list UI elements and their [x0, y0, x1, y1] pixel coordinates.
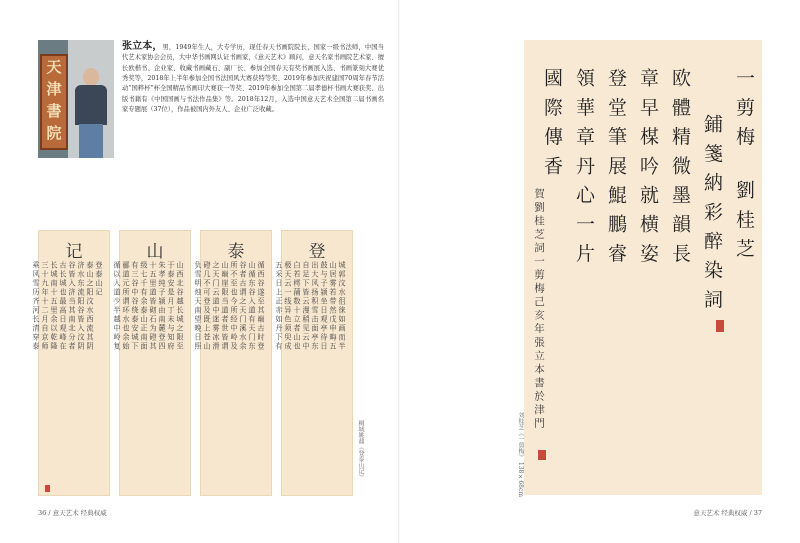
artist-name: 张立本， [122, 41, 163, 52]
panel-columns [113, 261, 185, 489]
panel-columns [32, 261, 104, 489]
artist-bio [122, 42, 384, 115]
sign-char: 院 [46, 124, 62, 142]
panel-column: 山循东谷入道有天门东 [248, 261, 257, 351]
panel-columns [275, 261, 347, 489]
panel-column: 城郭汶水徂徕如画而半 [338, 261, 347, 351]
scroll-caption: 刘桂芝《一剪梅》 138×68cm [517, 412, 524, 498]
signature-inscription: 賀劉桂芝詞一剪梅己亥年張立本書於津門 [533, 188, 545, 431]
bio-text: 男，1949年生人，大专学历，现任春天书画院院长，国家一级书法师，中国当代艺术家协会会员，大中华书画网认证书画家，《意天艺术》顾问，意天名家书画院艺术家、擅长欧楷书、企业家、收藏书画藏石、副厂长、参加全国春天有奖书画展入选、书画篆刻大赛优秀奖等，2018年上半年参加全国书法国风大赛获特等奖、2019年参加庆祝建国70周年春节活动“国粹杯”杯全国精品书画印大赛获一等奖、2019年参加全国第二届孝德杯书画大赛获奖、出版书籍有《中国国画与书法作品集》等。2018年12月，入选中国意天艺术全国第二届书画名家专题展（37位），作品被国内外友人、企业广泛收藏。 [122, 44, 384, 114]
calligraphy-panel-shan [113, 230, 191, 496]
panel-column: 登泰山记 [95, 261, 104, 297]
poem-column: 國際傳香 [541, 68, 563, 185]
panel-title: 登 [308, 242, 326, 262]
calligraphy-panel-deng [275, 230, 353, 496]
photo-sign [40, 54, 68, 150]
panel-column: 白若樗蒱数十立者山也 [293, 261, 302, 351]
seal-stamp [716, 320, 724, 332]
panel-column: 三十九年十二月自京师 [41, 261, 50, 351]
panel-column: 十五里道皆砌石为磴其 [149, 261, 158, 351]
seal-stamp [45, 485, 50, 492]
panel-column: 有三谷中谷绕泰安城下 [131, 261, 140, 351]
poem-column: 鋪箋納彩醉染詞 [701, 114, 723, 319]
artist-photo [38, 40, 114, 158]
poem-author: 劉桂芝 [733, 180, 755, 268]
seal-stamp [538, 450, 546, 460]
panel-column: 于泰安是月丁未与知府 [167, 261, 176, 351]
calligraphy-panel-tai [194, 230, 272, 496]
calligraphy-panel-ji [32, 230, 110, 496]
sign-char: 天 [46, 58, 62, 76]
page-footer-left: 36 / 意天艺术 经典权威 [38, 509, 107, 517]
sign-char: 津 [46, 80, 62, 98]
person-head [83, 68, 99, 86]
poem-column: 登堂筆展鯤鵬睿 [605, 68, 627, 273]
person-legs [79, 124, 103, 158]
panel-title: 山 [146, 242, 164, 262]
panel-columns [194, 261, 266, 489]
calligraphy-scroll [524, 40, 762, 495]
panel-column: 郦道元所谓环水也余始 [122, 261, 131, 351]
panel-column: 古长城也最高日观峰在 [59, 261, 68, 351]
panel-column: 自足下皆云漫稍见云中 [302, 261, 311, 351]
panel-column: 级七千有余泰山正南面 [140, 261, 149, 351]
panel-column: 之天门云道中迷雾冰滑 [212, 261, 221, 351]
panel-title: 泰 [227, 242, 245, 262]
panel-column: 出大风扬积雪击面亭东 [311, 261, 320, 351]
panel-column: 乘风雪历齐河长清穿泰 [32, 261, 41, 351]
right-page [400, 0, 800, 543]
poem-column: 欧體精微墨韻長 [669, 68, 691, 273]
panel-column: 负雪明烛天南望晚日照 [194, 261, 203, 351]
panel-column: 长城南十五里余以乾隆 [50, 261, 59, 351]
panel-column: 山居雾若带然戊申晦五 [329, 261, 338, 351]
panel-title: 记 [65, 242, 83, 262]
person-body [75, 85, 107, 125]
panel-column: 谷皆入济当其南北分者 [68, 261, 77, 351]
panel-column: 循以入道少半越中岭复 [113, 261, 122, 351]
poem-column: 領華章丹心一片 [573, 68, 595, 273]
sign-char: 書 [46, 102, 62, 120]
panel-column: 五采日上正赤如丹下有 [275, 261, 284, 351]
poem-column: 一剪梅 [733, 68, 755, 156]
panel-caption: 桐城姚鼐《登泰山记》 [357, 420, 364, 480]
panel-column: 循西谷遂至其巅古时登 [257, 261, 266, 351]
panel-column: 济水东流阳谷皆入汶阴 [77, 261, 86, 351]
panel-column: 山西北谷越长城之限至 [176, 261, 185, 351]
panel-column: 山巅崖限当道者世皆谓 [221, 261, 230, 351]
panel-column: 谷者古谓之天门溪水余 [239, 261, 248, 351]
panel-column: 所不至也今所经中岭及 [230, 261, 239, 351]
panel-column: 鼓与子颍坐日观亭待日 [320, 261, 329, 351]
page-footer-right: 意天艺术 经典权威 / 37 [693, 509, 762, 517]
panel-column: 朱孝纯子颍由南麓登四 [158, 261, 167, 351]
panel-column: 极天云一线异色须臾成 [284, 261, 293, 351]
panel-column: 磴几不可登及既上苍山 [203, 261, 212, 351]
panel-column: 泰山之阳汶水西流其阴 [86, 261, 95, 351]
poem-column: 章早楳吟就横姿 [637, 68, 659, 273]
